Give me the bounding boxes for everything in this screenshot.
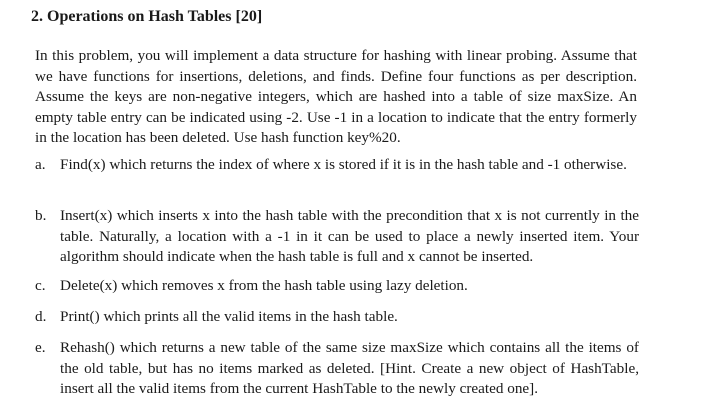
list-marker: c. [35,277,46,294]
list-item-rehash [35,338,639,400]
list-item-text: Insert(x) which inserts x into the hash table with the precondition that x is not currently in the table. Naturally, a location with a -1 in it can be used to place a newly inserted item. Your algorithm should indicate when the hash table is full and x cannot be inserted. [60,207,639,265]
list-item-text: Print() which prints all the valid items in the hash table. [60,308,398,325]
list-item-print [35,307,639,328]
list-item-text: Delete(x) which removes x from the hash table using lazy deletion. [60,277,468,294]
list-item-text: Find(x) which returns the index of where x is stored if it is in the hash table and -1 otherwise. [60,156,627,173]
list-marker: e. [35,339,46,356]
intro-paragraph: In this problem, you will implement a data structure for hashing with linear probing. Assume that we have functions for insertions, deletions, and finds. Define four functions as per description. Assume the keys are non-negative integers, which are hashed into a table of size maxSize. An empty table entry can be indicated using -2. Use -1 in a location to indicate that the entry formerly in the location has been deleted. Use hash function key%20. [35,47,637,146]
list-item-find [35,155,639,176]
section-heading: 2. Operations on Hash Tables [20] [31,8,263,25]
list-item-delete [35,276,639,297]
list-marker: b. [35,207,47,224]
list-marker: d. [35,308,47,325]
list-marker: a. [35,156,46,173]
list-item-text: Rehash() which returns a new table of the same size maxSize which contains all the items of the old table, but has no items marked as deleted. [Hint. Create a new object of HashTable, insert all the valid items from the current HashTable to the newly created one]. [60,339,639,397]
list-item-insert [35,206,639,268]
